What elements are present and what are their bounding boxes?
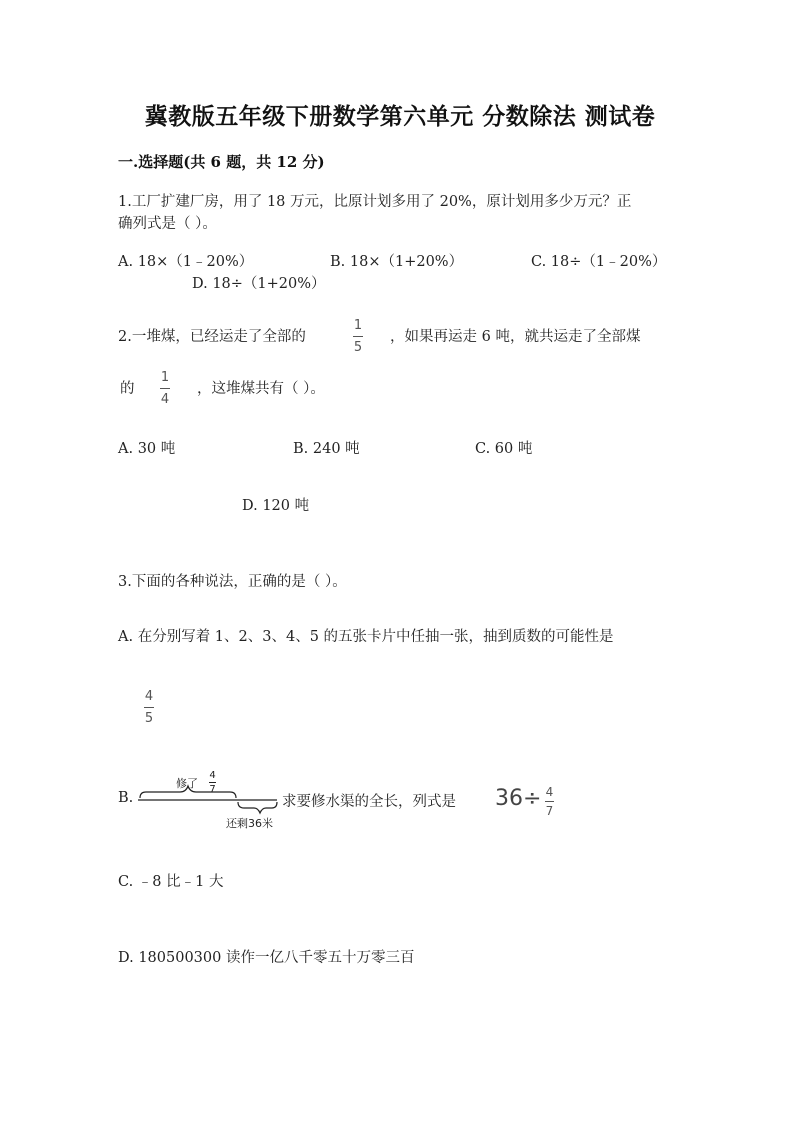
fraction-bar	[160, 388, 170, 389]
question-2-option-d: D. 120 吨	[242, 498, 310, 514]
canal-top-fraction	[209, 770, 216, 795]
question-3-stem: 3.下面的各种说法，正确的是（ ）。	[118, 574, 347, 590]
canal-bottom-label: 还剩36米	[226, 817, 273, 830]
question-1-line-2: 确列式是（ ）。	[118, 216, 217, 232]
fraction-bar	[353, 336, 363, 337]
fraction-numerator: 4	[209, 770, 216, 781]
section-heading: 一.选择题(共 6 题，共 12 分)	[118, 153, 325, 171]
question-3-option-a: A. 在分别写着 1、2、3、4、5 的五张卡片中任抽一张，抽到质数的可能性是	[118, 629, 614, 645]
question-1-option-b: B. 18×（1+20%）	[330, 254, 464, 270]
canal-top-label: 修了	[176, 777, 198, 790]
question-2-part-3: 的	[120, 381, 135, 397]
page-title: 冀教版五年级下册数学第六单元 分数除法 测试卷	[144, 103, 656, 130]
question-2-part-4: ，这堆煤共有（ ）。	[197, 381, 325, 397]
fraction-bar	[545, 801, 554, 802]
question-3-option-c: C. ﹣8 比﹣1 大	[118, 874, 224, 890]
fraction-one-fifth	[353, 318, 363, 355]
fraction-four-sevenths	[545, 785, 554, 818]
question-1-option-c: C. 18÷（1﹣20%）	[531, 254, 667, 270]
fraction-one-fourth	[160, 370, 170, 407]
fraction-denominator: 7	[209, 784, 216, 795]
fraction-numerator: 4	[545, 785, 554, 799]
question-1-option-a: A. 18×（1﹣20%）	[118, 254, 254, 270]
question-1-line-1: 1.工厂扩建厂房，用了 18 万元，比原计划多用了 20%，原计划用多少万元？正	[118, 194, 632, 210]
question-2-part-2: ，如果再运走 6 吨，就共运走了全部煤	[390, 329, 641, 345]
question-3-option-b-label: B.	[118, 790, 134, 806]
question-2-part-1: 2.一堆煤，已经运走了全部的	[118, 329, 306, 345]
fraction-numerator: 1	[353, 318, 363, 333]
fraction-bar	[144, 707, 154, 708]
fraction-denominator: 5	[144, 711, 154, 726]
fraction-denominator: 5	[353, 340, 363, 355]
question-3-option-d: D. 180500300 读作一亿八千零五十万零三百	[118, 950, 415, 966]
fraction-bar	[209, 782, 216, 783]
fraction-denominator: 4	[160, 392, 170, 407]
fraction-numerator: 1	[160, 370, 170, 385]
question-1-option-d: D. 18÷（1+20%）	[192, 276, 326, 292]
fraction-numerator: 4	[144, 689, 154, 704]
fraction-denominator: 7	[545, 804, 554, 818]
fraction-four-fifths	[144, 689, 154, 726]
question-2-option-a: A. 30 吨	[118, 441, 176, 457]
division-expression: 36÷	[495, 786, 542, 811]
question-3-option-b-text: 求要修水渠的全长，列式是	[282, 794, 456, 810]
question-2-option-c: C. 60 吨	[475, 441, 533, 457]
question-2-option-b: B. 240 吨	[293, 441, 360, 457]
